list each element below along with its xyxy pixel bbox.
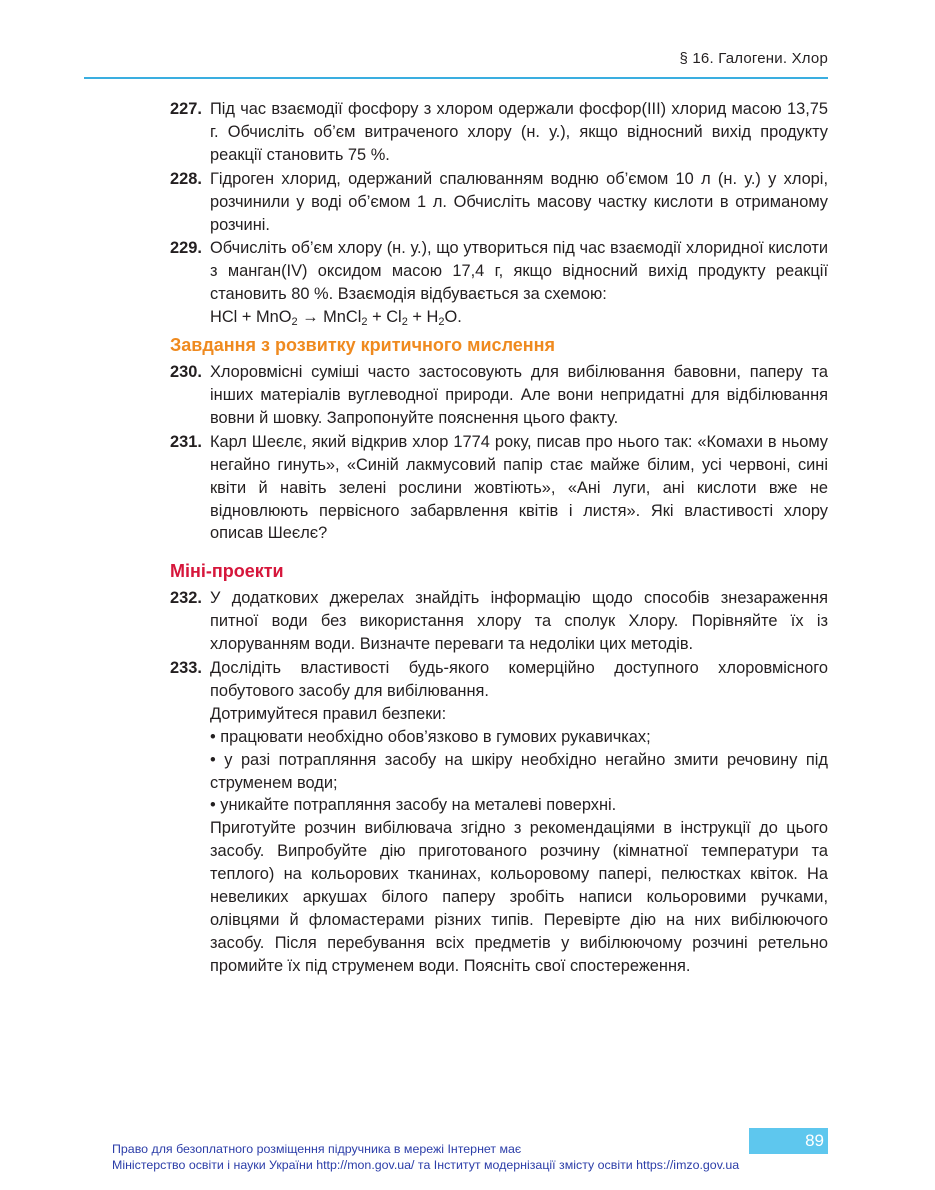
- task-text: Хлоровмісні суміші часто застосовують для вибілювання бавовни, паперу та інших матеріалів вуглеводної природи. Але вони непридатні для відбілювання вовни й шовку. Запропонуйте пояснення цього факту.: [210, 363, 828, 427]
- running-header: § 16. Галогени. Хлор: [679, 50, 828, 67]
- task-228: [170, 168, 828, 237]
- task-text: Гідроген хлорид, одержаний спалюванням водню об’ємом 10 л (н. у.) у хлорі, розчинили у воді об’ємом 1 л. Обчисліть масову частку кислоти в отриманому розчині.: [210, 169, 828, 234]
- task-number: 228.: [170, 169, 202, 188]
- page-content: [170, 98, 828, 978]
- task-232: [170, 587, 828, 656]
- task-233: [170, 657, 828, 978]
- task-number: 230.: [170, 363, 202, 382]
- bullet-item: • працювати необхідно обов’язково в гумових рукавичках;: [210, 727, 651, 746]
- task-paragraph: Приготуйте розчин вибілювача згідно з рекомендаціями в інструкції до цього засобу. Випробуйте дію приготованого розчину (кімнатної температури та теплого) на кольорових тканинах, кольоровому папері, пелюстках квіток. На невеликих аркушах білого паперу зробіть написи кольоровими ручками, олівцями й фломастерами різних типів. Перевірте дію на них вибілюючого засобу. Після перебування всіх предметів у вибілюючому розчині ретельно промийте їх під струменем води. Поясніть свої спостереження.: [210, 819, 828, 975]
- task-number: 232.: [170, 589, 202, 608]
- task-230: [170, 361, 828, 430]
- bullet-item: • уникайте потрапляння засобу на металеві поверхні.: [210, 796, 617, 815]
- header-rule: [84, 77, 828, 79]
- task-text: У додаткових джерелах знайдіть інформацію щодо способів знезараження питної води без використання хлору та сполук Хлору. Порівняйте їх із хлоруванням води. Визначте переваги та недоліки цих методів.: [210, 589, 828, 654]
- footer-line: Міністерство освіти і науки України http://mon.gov.ua/ та Інститут модернізації змісту освіти https://imzo.gov.ua: [112, 1158, 740, 1172]
- task-227: [170, 98, 828, 167]
- task-231: [170, 431, 828, 546]
- task-text: Під час взаємодії фосфору з хлором одержали фосфор(ІІІ) хлорид масою 13,75 г. Обчисліть об’єм витраченого хлору (н. у.), якщо відносний вихід продукту реакції становить 75 %.: [210, 100, 828, 164]
- task-paragraph: Дослідіть властивості будь-якого комерційно доступного хлоровмісного побутового засобу для вибілювання.: [210, 659, 828, 700]
- task-number: 233.: [170, 659, 202, 678]
- task-text: Карл Шеєлє, який відкрив хлор 1774 року, писав про нього так: «Комахи в ньому негайно гинуть», «Синій лакмусовий папір стає майже білим, усі червоні, сині квіти й навіть зелені рослини жовтіють», «Ані луги, ані кислоти вже не відновлюють первісного забарвлення квітів і листя». Які властивості хлору описав Шеєлє?: [210, 432, 828, 543]
- reaction-equation: HCl + MnO$_2$ → MnCl$_2$ + $Cl_2 + H_2O$.: [210, 308, 462, 329]
- task-number: 229.: [170, 239, 202, 258]
- task-number: 231.: [170, 432, 202, 451]
- footer-notice: [112, 1141, 842, 1173]
- footer-line: Право для безоплатного розміщення підручника в мережі Інтернет має: [112, 1142, 522, 1156]
- task-paragraph: Дотримуйтеся правил безпеки:: [210, 704, 447, 723]
- task-number: 227.: [170, 100, 202, 118]
- page-number: 89: [749, 1128, 828, 1154]
- bullet-item: • у разі потрапляння засобу на шкіру необхідно негайно змити речовину під струменем води;: [210, 750, 828, 792]
- section-heading-critical: Завдання з розвитку критичного мислення: [170, 335, 556, 356]
- task-text: Обчисліть об’єм хлору (н. у.), що утвориться під час взаємодії хлоридної кислоти з манган(IV) оксидом масою 17,4 г, якщо відносний вихід продукту реакції становить 80 %. Взаємодія відбувається за схемою:: [210, 239, 828, 304]
- task-229: [170, 237, 828, 329]
- section-heading-projects: Міні-проекти: [170, 561, 284, 582]
